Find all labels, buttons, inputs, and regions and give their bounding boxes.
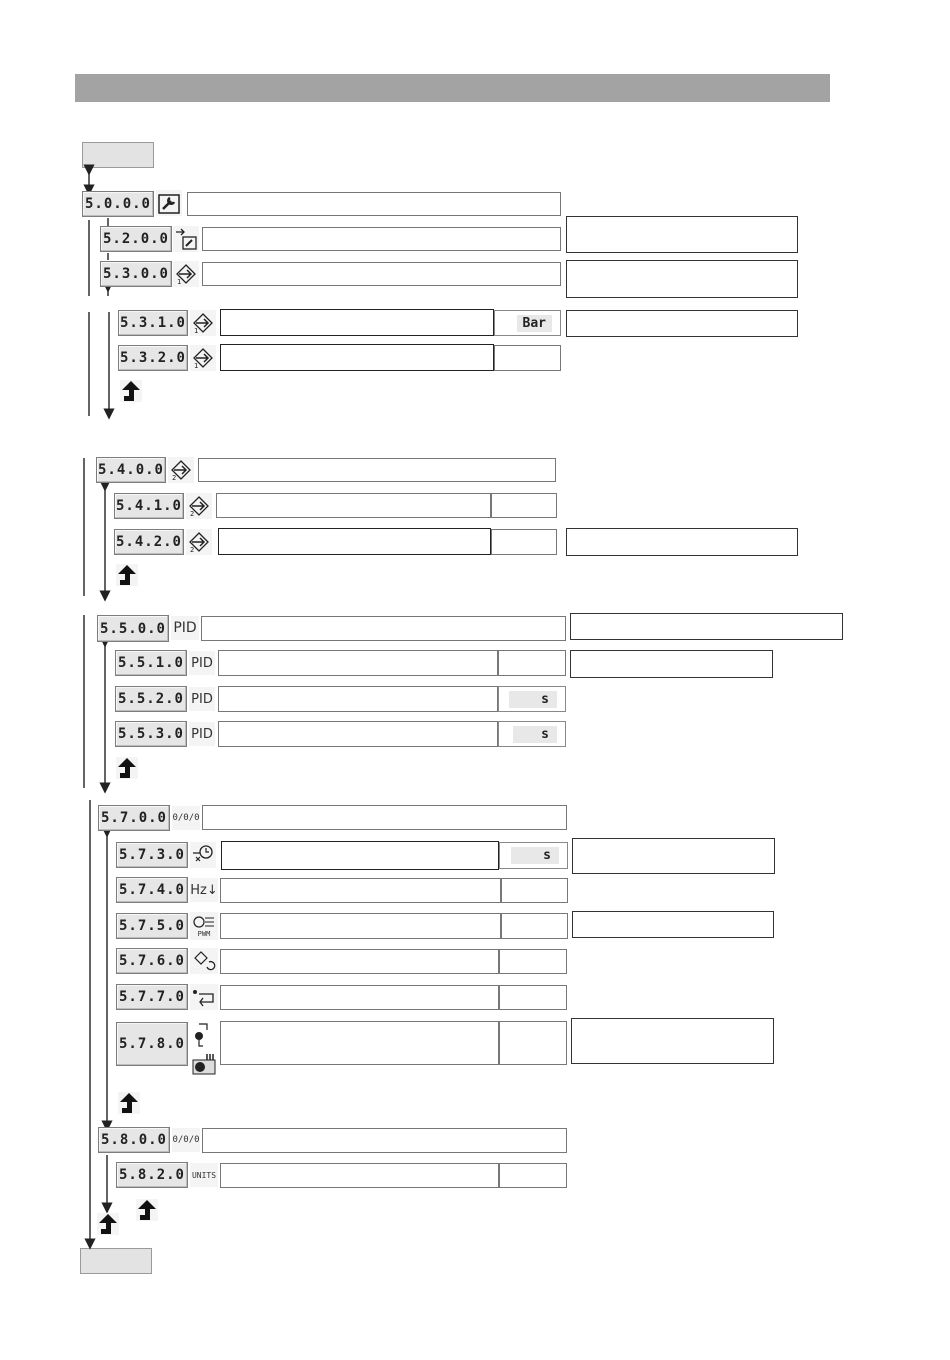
- menu-code-5420[interactable]: 5.4.2.0: [114, 529, 184, 555]
- unit-field-5510: [498, 650, 566, 676]
- menu-code-5000[interactable]: 5.0.0.0: [82, 191, 154, 217]
- menu-code-5730[interactable]: 5.7.3.0: [116, 842, 188, 868]
- pwm-icon: [190, 912, 218, 940]
- menu-label-5410: [216, 493, 491, 518]
- pid-icon: PID: [171, 616, 199, 640]
- menu-label-5820: [220, 1163, 499, 1188]
- unit-field-5410: [491, 493, 557, 518]
- menu-label-5530: [218, 721, 498, 747]
- menu-code-5520[interactable]: 5.5.2.0: [115, 686, 187, 712]
- sensor-1-icon: [190, 310, 216, 336]
- unit-field-5730: [499, 842, 568, 869]
- back-arrow-icon[interactable]: [116, 564, 138, 586]
- menu-label-5300: [202, 262, 561, 286]
- transfer-icon: [173, 226, 199, 252]
- unit-field-5530: [498, 721, 566, 747]
- unit-field-5420: [491, 529, 557, 555]
- wrench-icon: [156, 190, 182, 216]
- return-icon: [190, 984, 218, 1010]
- menu-code-5800[interactable]: 5.8.0.0: [98, 1127, 170, 1153]
- timer-icon: [190, 842, 216, 868]
- note-box-5500: [570, 613, 843, 640]
- menu-label-5770: [220, 985, 499, 1010]
- unit-field-5760: [499, 949, 567, 974]
- svg-text:2: 2: [172, 474, 177, 481]
- svg-text:1: 1: [194, 362, 199, 369]
- pid-icon: PID: [189, 722, 215, 746]
- menu-label-5750: [220, 913, 501, 939]
- menu-label-5200: [202, 227, 561, 251]
- back-arrow-icon[interactable]: [116, 757, 138, 779]
- unit-label: s: [513, 726, 557, 743]
- menu-label-5000: [187, 192, 561, 216]
- back-arrow-icon[interactable]: [97, 1213, 119, 1235]
- io-status-icon: 0/0/0: [172, 806, 200, 830]
- pwm-label: PWM: [197, 930, 211, 938]
- note-box-5750: [572, 911, 774, 938]
- unit-field-5750: [501, 913, 568, 939]
- note-box-5420: [566, 528, 798, 556]
- io-status-icon: 0/0/0: [172, 1128, 200, 1152]
- menu-code-5770[interactable]: 5.7.7.0: [116, 984, 188, 1010]
- note-box-5730: [572, 838, 775, 874]
- unit-label: Bar: [517, 315, 552, 332]
- sensor-2-icon: [186, 529, 212, 555]
- sensor-1-icon: [190, 345, 216, 371]
- units-icon: UNITS: [190, 1163, 218, 1187]
- back-arrow-icon[interactable]: [120, 380, 142, 402]
- sensor-2-icon: [186, 493, 212, 519]
- menu-code-5200[interactable]: 5.2.0.0: [100, 226, 172, 252]
- menu-label-5740: [220, 878, 501, 903]
- unit-field-5770: [499, 985, 567, 1010]
- menu-code-5320[interactable]: 5.3.2.0: [118, 345, 188, 371]
- back-arrow-icon[interactable]: [136, 1199, 158, 1221]
- frequency-down-icon: Hz↓: [190, 878, 218, 902]
- menu-label-5420: [218, 528, 491, 555]
- menu-label-5310: [220, 309, 494, 336]
- menu-code-5300[interactable]: 5.3.0.0: [100, 261, 172, 287]
- note-box-5510: [570, 650, 773, 678]
- menu-label-5780: [220, 1021, 499, 1065]
- menu-label-5760: [220, 949, 499, 974]
- note-box-5300: [566, 260, 798, 298]
- unit-field-5820: [499, 1163, 567, 1188]
- back-arrow-icon[interactable]: [118, 1092, 140, 1114]
- pid-icon: PID: [189, 651, 215, 675]
- menu-label-5400: [198, 458, 556, 482]
- note-box-5310: [566, 310, 798, 337]
- menu-label-5700: [202, 805, 567, 830]
- menu-code-5740[interactable]: 5.7.4.0: [116, 877, 188, 903]
- unit-field-5520: [498, 686, 566, 712]
- menu-label-5800: [202, 1128, 567, 1153]
- menu-code-5500[interactable]: 5.5.0.0: [97, 615, 169, 642]
- menu-code-5400[interactable]: 5.4.0.0: [96, 457, 166, 483]
- menu-label-5320: [220, 344, 494, 371]
- menu-code-5310[interactable]: 5.3.1.0: [118, 310, 188, 336]
- menu-code-5700[interactable]: 5.7.0.0: [98, 805, 170, 831]
- unit-label: s: [511, 847, 559, 864]
- menu-code-5820[interactable]: 5.8.2.0: [116, 1162, 188, 1188]
- menu-code-5410[interactable]: 5.4.1.0: [114, 493, 184, 519]
- unit-field-5740: [501, 878, 568, 903]
- menu-label-5500: [201, 616, 566, 641]
- menu-label-5510: [218, 650, 498, 676]
- menu-code-5780[interactable]: 5.7.8.0: [116, 1022, 188, 1066]
- pump-icon: [190, 1022, 218, 1076]
- menu-code-5510[interactable]: 5.5.1.0: [115, 650, 187, 676]
- svg-text:2: 2: [190, 510, 195, 517]
- menu-code-5750[interactable]: 5.7.5.0: [116, 913, 188, 939]
- unit-field-5310: [494, 310, 561, 336]
- svg-text:2: 2: [190, 546, 195, 553]
- pid-icon: PID: [189, 687, 215, 711]
- unit-label: s: [509, 691, 557, 708]
- unit-field-5780: [499, 1021, 567, 1065]
- note-box-5780: [571, 1018, 774, 1064]
- menu-code-5530[interactable]: 5.5.3.0: [115, 721, 187, 747]
- menu-code-5760[interactable]: 5.7.6.0: [116, 948, 188, 974]
- menu-label-5520: [218, 686, 498, 712]
- sensor-2-icon: [168, 457, 194, 483]
- note-box-5200: [566, 216, 798, 253]
- rotate-icon: [190, 948, 218, 974]
- unit-field-5320: [494, 345, 561, 371]
- sensor-1-icon: [173, 261, 199, 287]
- svg-text:1: 1: [177, 278, 182, 285]
- menu-label-5730: [221, 841, 499, 870]
- svg-text:1: 1: [194, 327, 199, 334]
